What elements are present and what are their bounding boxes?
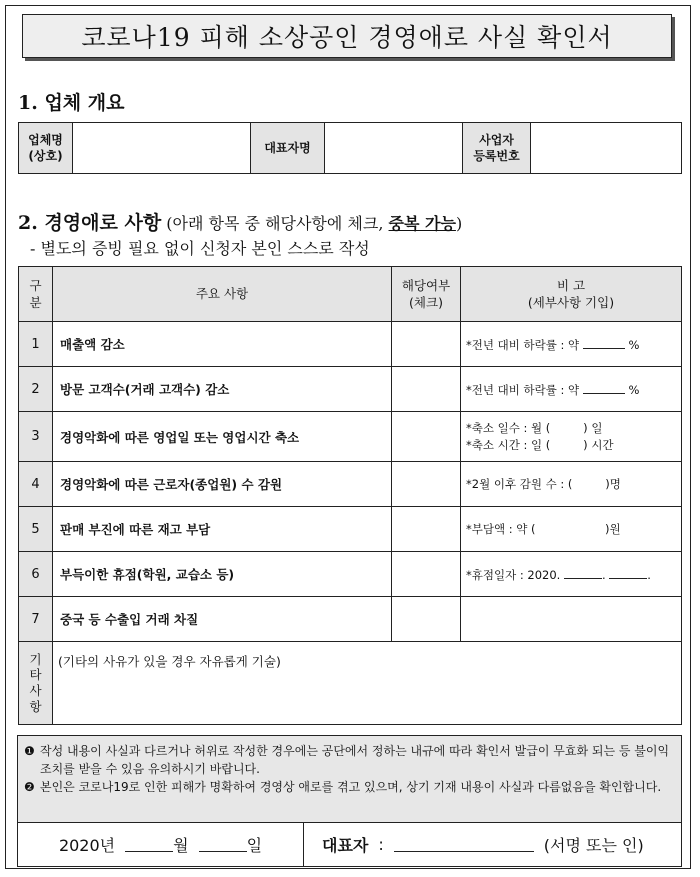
table-row xyxy=(19,462,682,507)
number-two-icon: ❷ xyxy=(24,780,35,794)
main-item-header-text: 주요 사항 xyxy=(195,286,249,302)
row-remark-text: *축소 일수 : 월 ( ) 일 xyxy=(466,420,603,435)
row-remark-unit: % xyxy=(628,383,640,398)
bizno-field[interactable] xyxy=(531,123,682,174)
row-remark-text: *전년 대비 하락률 : 약 xyxy=(466,338,580,353)
company-name-label xyxy=(19,123,73,174)
other-text-field[interactable] xyxy=(53,642,682,725)
notice-box xyxy=(17,735,682,823)
blank-line[interactable] xyxy=(583,334,625,349)
representative-label-text: 대표자명 xyxy=(264,140,311,155)
row-check-cell[interactable] xyxy=(392,367,461,412)
row-number: 2 xyxy=(19,367,53,412)
signature-row xyxy=(17,823,682,867)
table-row xyxy=(19,367,682,412)
representative-sign-cell xyxy=(304,823,681,866)
company-info-table xyxy=(18,122,682,174)
row-remark: *휴점일자 : 2020. . . xyxy=(461,552,682,597)
row-item: 판매 부진에 따른 재고 부담 xyxy=(53,507,392,552)
other-label-char: 기 xyxy=(29,651,42,667)
row-item: 부득이한 휴점(학원, 교습소 등) xyxy=(53,552,392,597)
blank-line-day[interactable] xyxy=(609,564,647,579)
row-item: 경영악화에 따른 근로자(종업원) 수 감원 xyxy=(53,462,392,507)
company-name-label-line2: (상호) xyxy=(28,149,63,163)
bizno-label xyxy=(463,123,531,174)
other-label-char: 항 xyxy=(29,698,42,714)
hardship-items-table xyxy=(18,266,682,725)
other-text-hint: (기타의 사유가 있을 경우 자유롭게 기술) xyxy=(58,654,281,669)
bizno-label-line2: 등록번호 xyxy=(473,149,520,163)
sign-colon: : xyxy=(378,835,384,854)
row-number: 4 xyxy=(19,462,53,507)
row-remark xyxy=(461,412,682,462)
section2-subnote: - 별도의 증빙 필요 없이 신청자 본인 스스로 작성 xyxy=(30,239,370,258)
row-item: 매출액 감소 xyxy=(53,322,392,367)
check-header-line1: 해당여부 xyxy=(401,277,451,293)
row-remark-text: *부담액 : 약 ( )원 xyxy=(466,521,621,536)
row-remark xyxy=(461,462,682,507)
row-remark xyxy=(461,597,682,642)
date-cell xyxy=(18,823,304,866)
representative-sign-label: 대표자 xyxy=(322,836,369,855)
row-remark-text: *전년 대비 하락률 : 약 xyxy=(466,383,580,398)
row-check-cell[interactable] xyxy=(392,322,461,367)
seal-hint: (서명 또는 인) xyxy=(543,836,644,855)
row-number: 5 xyxy=(19,507,53,552)
table-row xyxy=(19,597,682,642)
signature-blank[interactable] xyxy=(394,837,534,852)
row-remark-text: *휴점일자 : 2020. xyxy=(466,568,561,583)
document-title xyxy=(22,14,672,58)
check-header-line2: (체크) xyxy=(409,295,443,310)
section2-heading xyxy=(18,208,462,235)
notice-item-1 xyxy=(24,742,673,778)
row-number: 1 xyxy=(19,322,53,367)
date-year: 2020년 xyxy=(58,836,116,855)
table-row xyxy=(19,507,682,552)
company-name-label-line1: 업체명 xyxy=(28,132,63,147)
row-remark xyxy=(461,507,682,552)
blank-line[interactable] xyxy=(583,379,625,394)
row-remark-unit: % xyxy=(628,338,640,353)
row-remark-text-2: *축소 시간 : 일 ( ) 시간 xyxy=(466,437,614,452)
company-name-field[interactable] xyxy=(73,123,251,174)
remark-header xyxy=(461,267,682,322)
date-month-label: 월 xyxy=(173,836,189,855)
row-item: 방문 고객수(거래 고객수) 감소 xyxy=(53,367,392,412)
section1-heading: 1. 업체 개요 xyxy=(18,92,125,114)
row-number: 3 xyxy=(19,412,53,462)
notice-item-2-text: 본인은 코로나19로 인한 피해가 명확하여 경영상 애로를 겪고 있으며, 상기 기재 내용이 사실과 다름없음을 확인합니다. xyxy=(40,780,662,794)
row-check-cell[interactable] xyxy=(392,597,461,642)
section2-heading-close: ) xyxy=(455,214,463,233)
row-remark xyxy=(461,367,682,412)
date-day-label: 일 xyxy=(246,836,263,855)
representative-label xyxy=(251,123,325,174)
row-item: 중국 등 수출입 거래 차질 xyxy=(53,597,392,642)
table-row xyxy=(19,322,682,367)
row-check-cell[interactable] xyxy=(392,412,461,462)
day-blank[interactable] xyxy=(199,837,247,852)
other-label-char: 사 xyxy=(29,683,42,698)
row-remark xyxy=(461,322,682,367)
row-check-cell[interactable] xyxy=(392,507,461,552)
row-item: 경영악화에 따른 영업일 또는 영업시간 축소 xyxy=(53,412,392,462)
section2-heading-note: (아래 항목 중 해당사항에 체크, xyxy=(161,214,389,233)
bizno-label-line1: 사업자 xyxy=(479,132,514,147)
row-remark-text: *2월 이후 감원 수 : ( )명 xyxy=(466,476,621,491)
blank-line-month[interactable] xyxy=(564,564,602,579)
remark-header-line1: 비 고 xyxy=(556,277,586,293)
row-check-cell[interactable] xyxy=(392,552,461,597)
other-row xyxy=(19,642,682,725)
other-label xyxy=(19,642,53,725)
month-blank[interactable] xyxy=(125,837,173,852)
check-header xyxy=(392,267,461,322)
table-row xyxy=(19,412,682,462)
row-number: 6 xyxy=(19,552,53,597)
notice-item-1-text: 작성 내용이 사실과 다르거나 허위로 작성한 경우에는 공단에서 정하는 내규에 따라 확인서 발급이 무효화 되는 등 불이익 조치를 받을 수 있음 유의하시기 바랍니다. xyxy=(40,744,670,776)
main-item-header xyxy=(53,267,392,322)
document-title-text: 코로나19 피해 소상공인 경영애로 사실 확인서 xyxy=(81,23,613,52)
remark-header-line2: (세부사항 기입) xyxy=(527,295,615,310)
row-number: 7 xyxy=(19,597,53,642)
other-label-char: 타 xyxy=(29,667,42,683)
number-one-icon: ❶ xyxy=(24,744,35,758)
section2-heading-bold: 2. 경영애로 사항 xyxy=(18,212,162,234)
notice-item-2 xyxy=(24,778,673,796)
table-row xyxy=(19,552,682,597)
gubun-header-line2: 분 xyxy=(29,295,42,310)
row-check-cell[interactable] xyxy=(392,462,461,507)
gubun-header-line1: 구 xyxy=(29,277,42,293)
representative-field[interactable] xyxy=(325,123,463,174)
duplicate-allowed-text: 중복 가능 xyxy=(388,214,456,233)
gubun-header xyxy=(19,267,53,322)
